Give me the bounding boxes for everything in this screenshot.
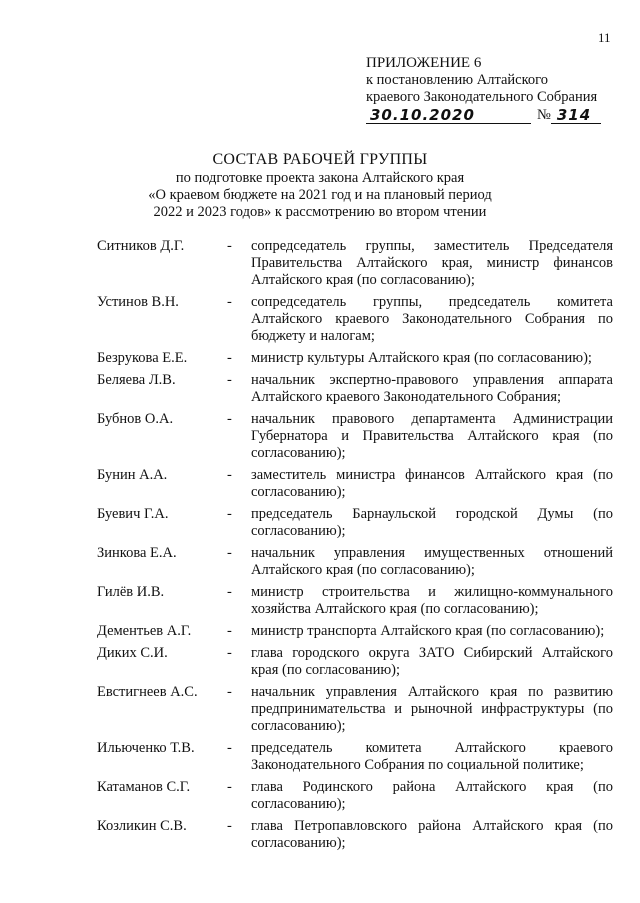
member-row: [97, 411, 617, 462]
member-dash: -: [227, 684, 232, 700]
member-row: [97, 467, 617, 501]
member-name: Евстигнеев А.С.: [97, 684, 198, 700]
member-row: [97, 818, 617, 852]
member-role: министр строительства и жилищно-коммунального хозяйства Алтайского края (по согласованию);: [251, 584, 613, 617]
member-role: начальник управления имущественных отношений Алтайского края (по согласованию);: [251, 545, 613, 578]
member-row: [97, 623, 617, 640]
member-dash: -: [227, 350, 232, 366]
member-row: [97, 294, 617, 345]
subtitle-line-3: 2022 и 2023 годов» к рассмотрению во втором чтении: [153, 204, 487, 220]
member-dash: -: [227, 545, 232, 561]
member-dash: -: [227, 294, 232, 310]
member-dash: -: [227, 584, 232, 600]
member-role: министр культуры Алтайского края (по согласованию);: [251, 350, 592, 366]
member-name: Буевич Г.А.: [97, 506, 169, 522]
appendix-header: [366, 55, 601, 124]
resolution-date: 30.10.2020: [366, 107, 531, 124]
member-dash: -: [227, 818, 232, 834]
appendix-line-2: краевого Законодательного Собрания: [366, 89, 598, 105]
member-dash: -: [227, 467, 232, 483]
member-role: начальник управления Алтайского края по развитию предпринимательства и рыночной инфраструктуры (по согласованию);: [251, 684, 613, 734]
member-dash: -: [227, 411, 232, 427]
member-dash: -: [227, 623, 232, 639]
member-name: Гилёв И.В.: [97, 584, 165, 600]
members-list: [97, 238, 617, 857]
member-dash: -: [227, 779, 232, 795]
resolution-date-number: [366, 107, 601, 124]
member-name: Бубнов О.А.: [97, 411, 174, 427]
member-name: Бунин А.А.: [97, 467, 168, 483]
member-row: [97, 350, 617, 367]
member-role: начальник экспертно-правового управления аппарата Алтайского краевого Законодательного Собрания;: [251, 372, 613, 405]
member-name: Ильюченко Т.В.: [97, 740, 195, 756]
document-title-block: [0, 150, 640, 221]
member-role: сопредседатель группы, председатель комитета Алтайского краевого Законодательного Собрания по бюджету и налогам;: [251, 294, 613, 344]
subtitle-line-1: по подготовке проекта закона Алтайского края: [175, 170, 465, 186]
member-row: [97, 684, 617, 735]
member-dash: -: [227, 645, 232, 661]
member-dash: -: [227, 506, 232, 522]
member-name: Ситников Д.Г.: [97, 238, 185, 254]
member-row: [97, 779, 617, 813]
member-role: председатель комитета Алтайского краевого Законодательного Собрания по социальной политике;: [251, 740, 613, 773]
member-row: [97, 238, 617, 289]
resolution-number: 314: [551, 107, 601, 124]
member-name: Безрукова Е.Е.: [97, 350, 188, 366]
member-role: глава городского округа ЗАТО Сибирский Алтайского края (по согласованию);: [251, 645, 613, 678]
appendix-heading: ПРИЛОЖЕНИЕ 6: [366, 55, 482, 71]
member-role: заместитель министра финансов Алтайского края (по согласованию);: [251, 467, 613, 500]
member-row: [97, 372, 617, 406]
page-number: 11: [598, 30, 611, 45]
subtitle-line-2: «О краевом бюджете на 2021 год и на плановый период: [148, 187, 492, 203]
member-dash: -: [227, 238, 232, 254]
appendix-line-1: к постановлению Алтайского: [366, 72, 548, 88]
member-name: Дементьев А.Г.: [97, 623, 192, 639]
member-row: [97, 645, 617, 679]
member-role: председатель Барнаульской городской Думы (по согласованию);: [251, 506, 613, 539]
member-name: Устинов В.Н.: [97, 294, 179, 310]
member-name: Диких С.И.: [97, 645, 168, 661]
number-label: №: [537, 107, 551, 123]
member-name: Катаманов С.Г.: [97, 779, 191, 795]
member-role: глава Петропавловского района Алтайского края (по согласованию);: [251, 818, 613, 851]
member-name: Беляева Л.В.: [97, 372, 176, 388]
member-name: Зинкова Е.А.: [97, 545, 177, 561]
member-role: начальник правового департамента Администрации Губернатора и Правительства Алтайского края (по согласованию);: [251, 411, 613, 461]
member-row: [97, 740, 617, 774]
member-name: Козликин С.В.: [97, 818, 187, 834]
member-row: [97, 506, 617, 540]
member-role: сопредседатель группы, заместитель Председателя Правительства Алтайского края, министр финансов Алтайского края (по согласованию);: [251, 238, 613, 288]
member-dash: -: [227, 740, 232, 756]
document-title: СОСТАВ РАБОЧЕЙ ГРУППЫ: [212, 151, 428, 168]
member-dash: -: [227, 372, 232, 388]
member-role: министр транспорта Алтайского края (по согласованию);: [251, 623, 605, 639]
member-role: глава Родинского района Алтайского края (по согласованию);: [251, 779, 613, 812]
member-row: [97, 584, 617, 618]
member-row: [97, 545, 617, 579]
